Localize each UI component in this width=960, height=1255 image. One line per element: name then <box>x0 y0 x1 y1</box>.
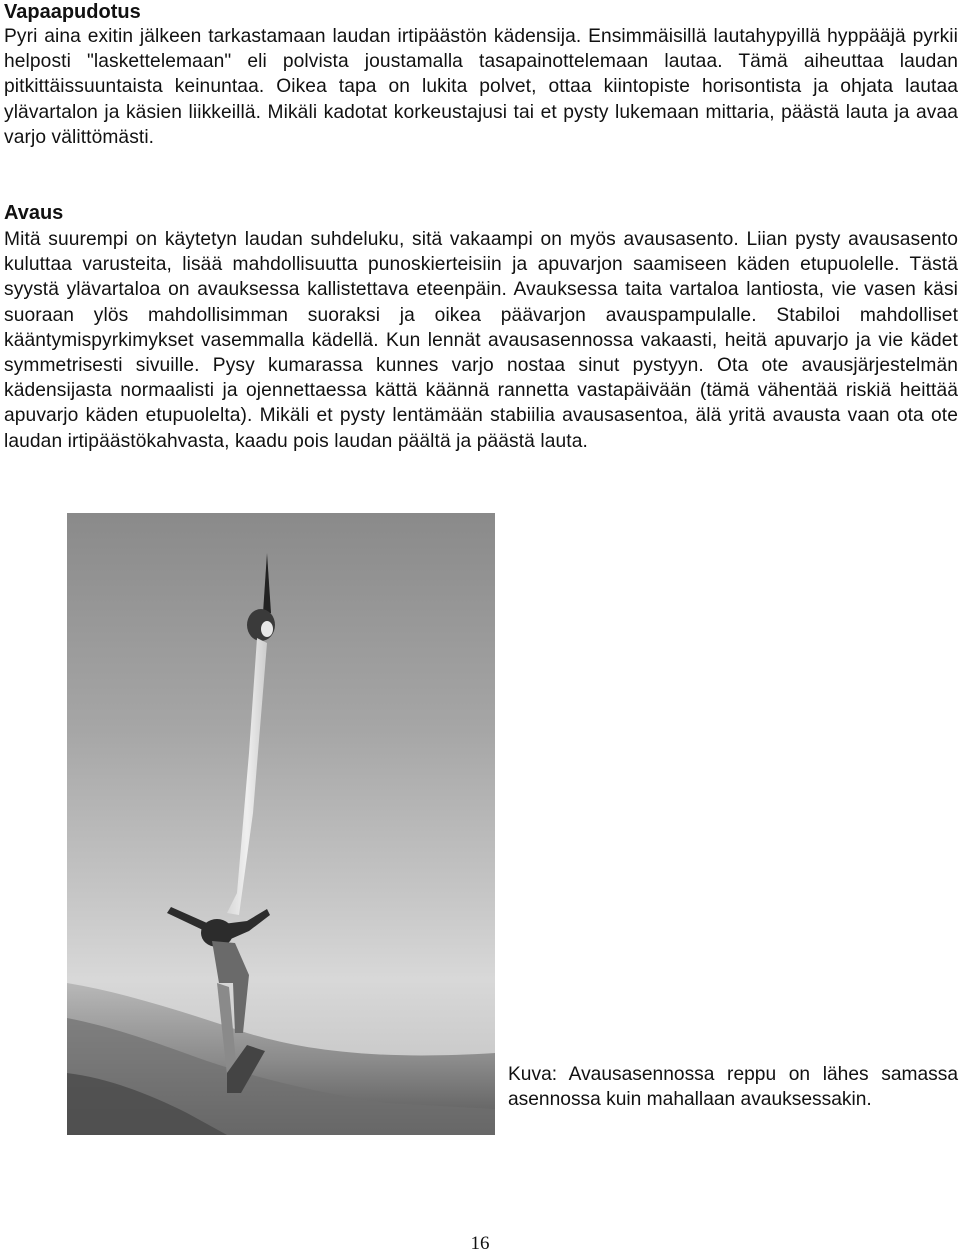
skydiver-photo <box>67 513 495 1135</box>
section-paragraph-opening: Mitä suurempi on käytetyn laudan suhdeluku, sitä vakaampi on myös avausasento. Liian pysty avausasento kuluttaa varusteita, lisää mahdollisuutta punoskierteisiin ja apuvarjon saamiseen käden etupuolelle. Tästä syystä ylävartaloa on avauksessa kallistettava eteenpäin. Avauksessa taita vartaloa lantiosta, vie vasen käsi suoraan ylös mahdollisimman suoraksi ja oikea päävarjon avauspampulalle. Stabiloi mahdolliset kääntymispyrkimykset vasemmalla kädellä. Kun lennät avausasennossa vakaasti, heitä apuvarjo ja vie kädet symmetrisesti sivuille. Pysy kumarassa kunnes varjo nostaa sinut pystyyn. Ota ote avausjärjestelmän kädensijasta normaalisti ja ojennettaessa kättä käännä rannetta vastapäivään (tämä vähentää riskiä heittää apuvarjo käden etupuolelta). Mikäli et pysty lentämään stabiilia avausasentoa, älä yritä avausta vaan ota ote laudan irtipäästökahvasta, kaadu pois laudan päältä ja päästä lauta. <box>4 229 958 452</box>
section-heading-freefall: Vapaapudotus <box>4 1 141 23</box>
figure-caption: Kuva: Avausasennossa reppu on lähes samassa asennossa kuin mahallaan avauksessakin. <box>508 1064 958 1111</box>
section-heading-opening: Avaus <box>4 202 64 224</box>
page-number: 16 <box>470 1233 490 1254</box>
section-paragraph-freefall: Pyri aina exitin jälkeen tarkastamaan laudan irtipäästön kädensija. Ensimmäisillä lautahypyillä hyppääjä pyrkii helposti "laskettelemaan" eli polvista joustamalla tasapainottelemaan lautaa. Tämä aiheuttaa laudan pitkittäissuuntaista keinuntaa. Oikea tapa on lukita polvet, ottaa kiintopiste horisontista ja ohjata lautaa ylävartalon ja käsien liikkeillä. Mikäli kadotat korkeustajusi tai et pysty lukemaan mittaria, päästä lauta ja avaa varjo välittömästi. <box>4 26 958 148</box>
